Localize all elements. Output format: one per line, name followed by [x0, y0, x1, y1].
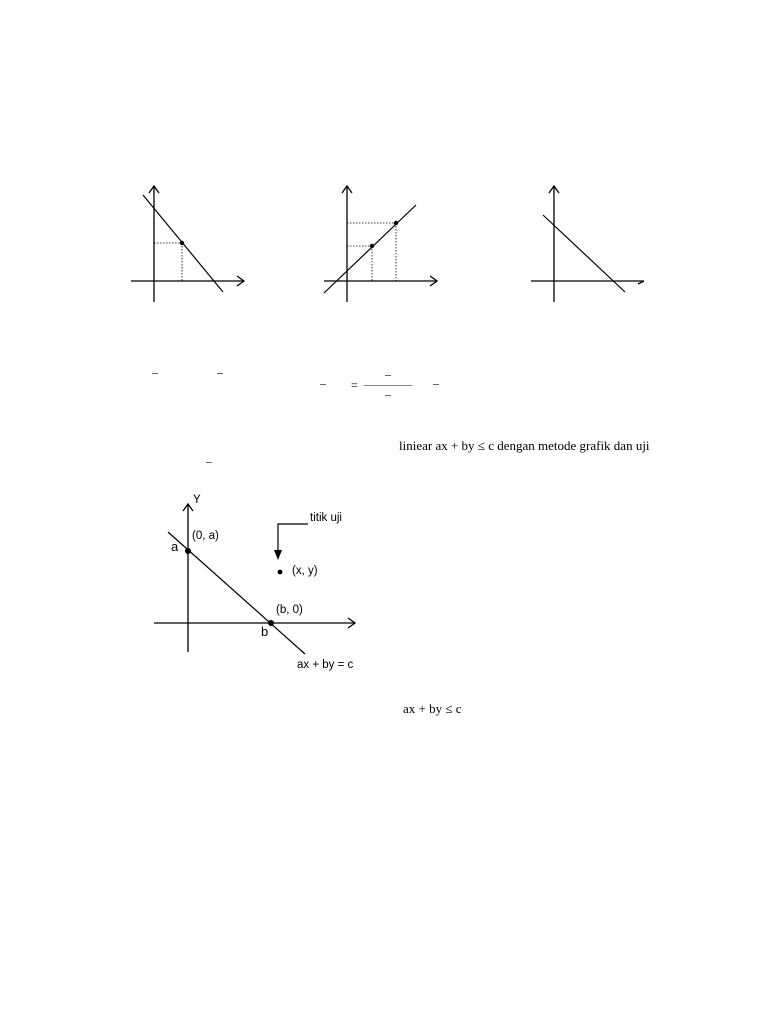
diagram-y-axis-label: Y [193, 494, 201, 506]
formula-fragment-3: – [320, 376, 326, 390]
formula-fragment-1: – [152, 365, 158, 379]
fraction-bar [364, 385, 412, 386]
graph-2-point-lower [370, 244, 374, 248]
graph-3 [525, 180, 655, 310]
test-point-caption: titik uji [310, 512, 342, 524]
line-equation-label: ax + by = c [297, 659, 354, 671]
test-point-arrow-head [274, 550, 282, 560]
y-intercept-label: (0, a) [192, 530, 219, 542]
formula-equals-sign: = [351, 378, 358, 392]
inequality-text: ax + by ≤ c [403, 701, 462, 716]
y-intercept-mark: a [171, 539, 179, 554]
test-point-arrow-line [278, 524, 308, 552]
formula-fragment-2: – [217, 365, 223, 379]
formula-denominator: – [385, 387, 391, 401]
formula-fragment-4: – [433, 376, 439, 390]
x-intercept-label: (b, 0) [276, 604, 303, 616]
test-point-label: (x, y) [292, 565, 318, 577]
diagram-y-intercept-point [185, 548, 191, 554]
diagram-x-intercept-point [268, 620, 274, 626]
intro-text: liniear ax + by ≤ c dengan metode grafik dan uji [399, 438, 650, 453]
x-intercept-mark: b [261, 624, 269, 639]
graph-2 [318, 180, 448, 310]
graph-2-line [324, 205, 416, 293]
formula-fragment-5: – [206, 454, 212, 468]
diagram-test-point [278, 570, 283, 575]
formula-numerator: – [385, 367, 391, 381]
graph-2-point-upper [394, 221, 398, 225]
graph-1 [125, 180, 255, 310]
graph-1-point [180, 241, 184, 245]
